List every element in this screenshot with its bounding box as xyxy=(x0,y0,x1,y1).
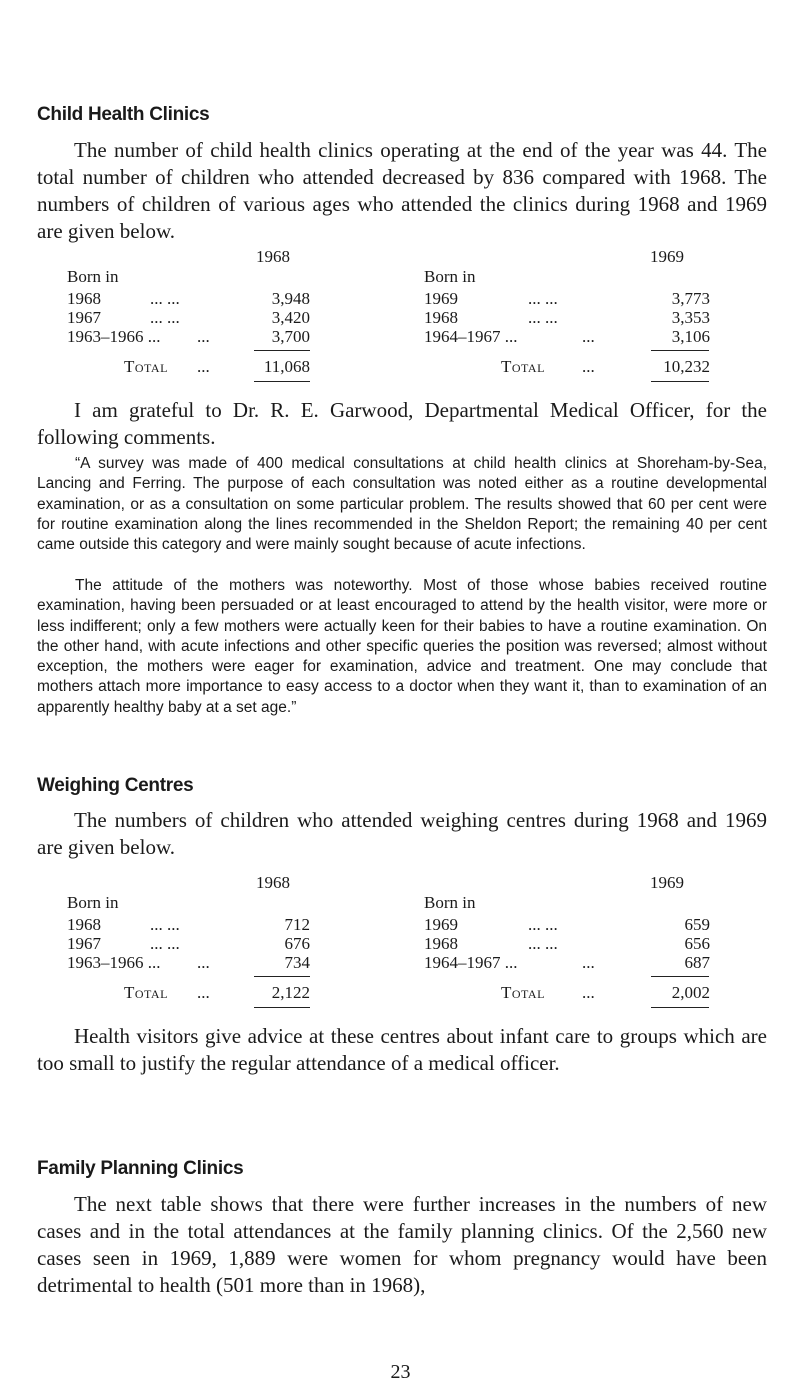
row-value: 659 xyxy=(684,915,710,934)
total-rule-bottom xyxy=(651,381,709,382)
row-dots: ... ... xyxy=(528,289,558,308)
total-dots: ... xyxy=(582,983,595,1002)
row-dots: ... ... xyxy=(150,915,180,934)
total-value: 2,122 xyxy=(271,983,310,1002)
child-health-intro: The number of child health clinics operating at the end of the year was 44. The total number of children who attended decreased by 836 compared with 1968. The numbers of children of various ages who attended the clinics during 1968 and 1969 are given below. xyxy=(37,138,767,243)
row-value: 3,106 xyxy=(671,327,710,346)
row-label: 1967 xyxy=(67,308,101,327)
row-dots: ... ... xyxy=(528,934,558,953)
weighing-heading: Weighing Centres xyxy=(37,775,194,796)
family-planning-heading: Family Planning Clinics xyxy=(37,1158,244,1179)
page-number: 23 xyxy=(390,1361,411,1383)
table-year-right: 1969 xyxy=(650,873,684,892)
row-label: 1963–1966 ... xyxy=(67,327,161,346)
row-label: 1963–1966 ... xyxy=(67,953,161,972)
weighing-outro: Health visitors give advice at these centres about infant care to groups which are too small to justify the regular attendance of a medical officer. xyxy=(37,1024,767,1075)
table-year-left: 1968 xyxy=(256,247,290,266)
total-rule-top xyxy=(254,350,310,351)
family-planning-intro: The next table shows that there were further increases in the numbers of new cases and in the total attendances at the family planning clinics. Of the 2,560 new cases seen in 1969, 1,889 were women for whom pregnancy would have been detrimental to health (501 more than in 1968), xyxy=(37,1192,767,1297)
total-dots: ... xyxy=(197,983,210,1002)
born-in-label-left: Born in xyxy=(67,893,119,912)
total-value: 11,068 xyxy=(263,357,310,376)
row-label: 1968 xyxy=(424,934,458,953)
row-dots: ... ... xyxy=(528,915,558,934)
row-label: 1968 xyxy=(424,308,458,327)
total-rule-bottom xyxy=(254,381,310,382)
row-value: 687 xyxy=(684,953,710,972)
total-value: 2,002 xyxy=(671,983,710,1002)
total-label: Total xyxy=(501,983,545,1002)
row-value: 3,700 xyxy=(271,327,310,346)
quote-paragraph-1: “A survey was made of 400 medical consultations at child health clinics at Shoreham-by-Sea, Lancing and Ferring. The purpose of each consultation was noted either as a routine developmental examination, or as a consultation on some particular problem. The results showed that 60 per cent were for routine examination along the lines recommended in the Sheldon Report; the remaining 40 per cent came outside this category and were mainly sought because of acute infections. xyxy=(37,455,767,554)
row-label: 1969 xyxy=(424,915,458,934)
born-in-label-right: Born in xyxy=(424,893,476,912)
row-dots: ... ... xyxy=(150,308,180,327)
row-value: 3,353 xyxy=(671,308,710,327)
row-dots: ... ... xyxy=(528,308,558,327)
table-year-left: 1968 xyxy=(256,873,290,892)
row-dots: ... xyxy=(582,327,595,346)
total-value: 10,232 xyxy=(663,357,710,376)
born-in-label-right: Born in xyxy=(424,267,476,286)
row-dots: ... xyxy=(197,953,210,972)
row-label: 1964–1967 ... xyxy=(424,953,518,972)
total-rule-bottom xyxy=(254,1007,310,1008)
row-value: 676 xyxy=(284,934,310,953)
total-dots: ... xyxy=(582,357,595,376)
total-rule-top xyxy=(254,976,310,977)
row-value: 712 xyxy=(284,915,310,934)
grateful-paragraph: I am grateful to Dr. R. E. Garwood, Departmental Medical Officer, for the following comments. xyxy=(37,398,767,449)
row-label: 1968 xyxy=(67,289,101,308)
row-dots: ... xyxy=(197,327,210,346)
row-label: 1968 xyxy=(67,915,101,934)
row-label: 1964–1967 ... xyxy=(424,327,518,346)
row-value: 656 xyxy=(684,934,710,953)
row-label: 1969 xyxy=(424,289,458,308)
row-dots: ... xyxy=(582,953,595,972)
row-value: 3,420 xyxy=(271,308,310,327)
total-rule-top xyxy=(651,350,709,351)
child-health-heading: Child Health Clinics xyxy=(37,104,210,125)
table-year-right: 1969 xyxy=(650,247,684,266)
total-label: Total xyxy=(124,357,168,376)
total-dots: ... xyxy=(197,357,210,376)
row-value: 3,773 xyxy=(671,289,710,308)
born-in-label-left: Born in xyxy=(67,267,119,286)
row-dots: ... ... xyxy=(150,934,180,953)
row-dots: ... ... xyxy=(150,289,180,308)
total-label: Total xyxy=(124,983,168,1002)
row-label: 1967 xyxy=(67,934,101,953)
weighing-intro: The numbers of children who attended weighing centres during 1968 and 1969 are given below. xyxy=(37,808,767,859)
row-value: 3,948 xyxy=(271,289,310,308)
quote-paragraph-2: The attitude of the mothers was noteworthy. Most of those whose babies received routine examination, having been persuaded or at least encouraged to attend by the health visitor, were more or less indifferent; only a few mothers were actually keen for their babies to have a routine examination. On the other hand, with acute infections and other specific queries the position was reversed; almost without exception, the mothers were eager for examination, advice and treatment. One may conclude that mothers attach more importance to easy access to a doctor when they want it, than to examination of an apparently healthy baby at a set age.” xyxy=(37,577,767,716)
total-rule-top xyxy=(651,976,709,977)
row-value: 734 xyxy=(284,953,310,972)
total-label: Total xyxy=(501,357,545,376)
total-rule-bottom xyxy=(651,1007,709,1008)
